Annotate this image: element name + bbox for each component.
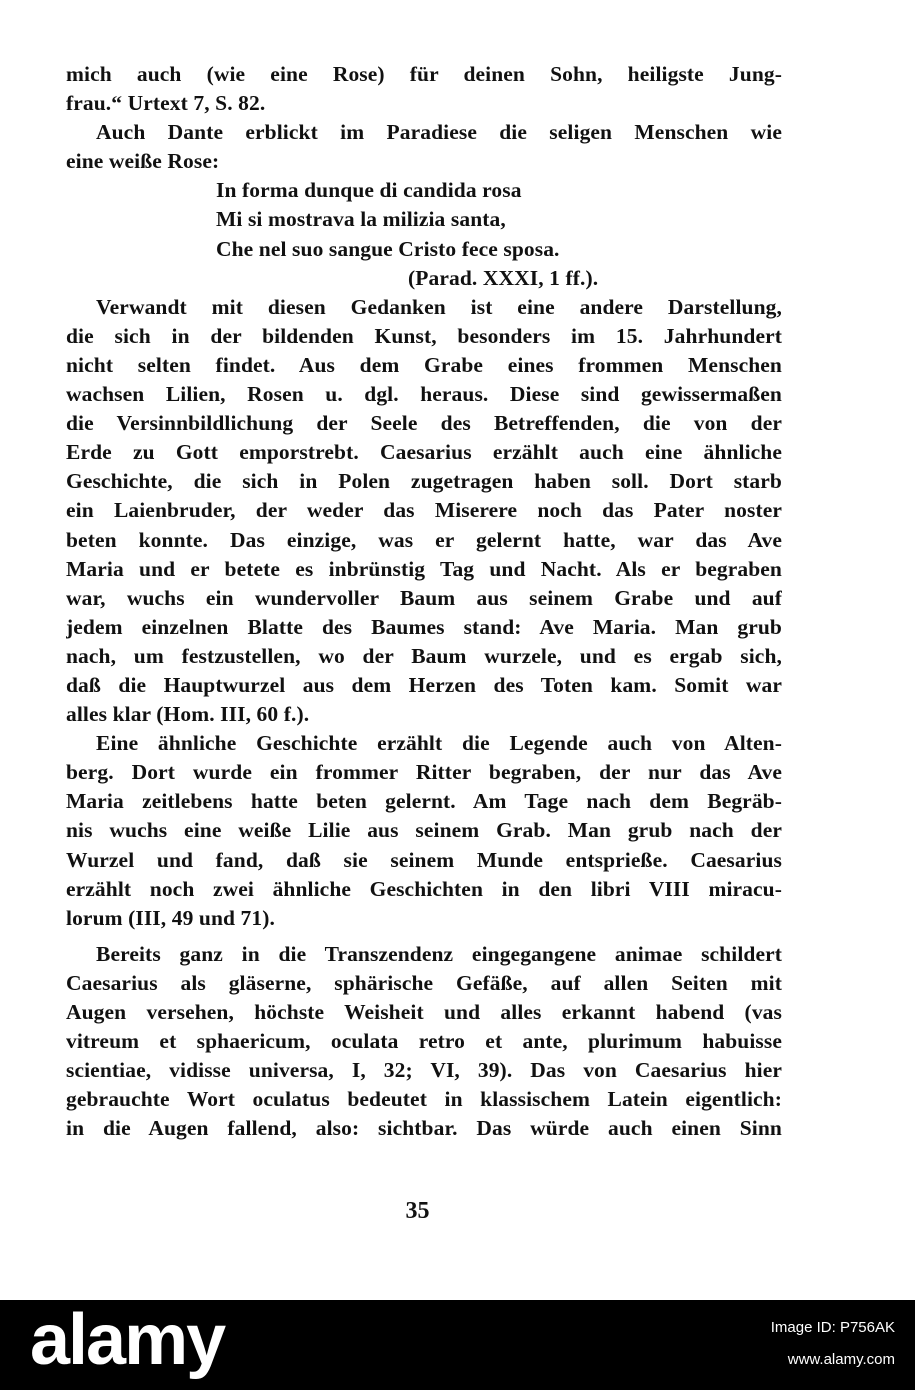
text-line: Erde zu Gott emporstrebt. Caesarius erzählt auch eine ähnliche [66, 440, 782, 465]
text-line: In forma dunque di candida rosa [216, 178, 522, 203]
text-line: lorum (III, 49 und 71). [66, 905, 275, 930]
body-text [66, 60, 782, 1143]
text-line: Maria zeitlebens hatte beten gelernt. Am Tage nach dem Begräb- [66, 789, 782, 814]
text-line: Maria und er betete es inbrünstig Tag und Nacht. Als er begraben [66, 556, 782, 581]
text-line: nicht selten findet. Aus dem Grabe eines frommen Menschen [66, 352, 782, 377]
text-line: scientiae, vidisse universa, I, 32; VI, 39). Das von Caesarius hier [66, 1058, 782, 1083]
text-line: berg. Dort wurde ein frommer Ritter begraben, der nur das Ave [66, 760, 782, 785]
image-id-label: Image ID: P756AK [770, 1319, 895, 1336]
text-line: Bereits ganz in die Transzendenz eingegangene animae schildert [96, 941, 782, 966]
text-line: ein Laienbruder, der weder das Miserere noch das Pater noster [66, 498, 782, 523]
text-line: gebrauchte Wort oculatus bedeutet in klassischem Latein eigentlich: [66, 1087, 782, 1112]
text-line: nach, um festzustellen, wo der Baum wurzele, und es ergab sich, [66, 643, 782, 668]
text-line: Eine ähnliche Geschichte erzählt die Legende auch von Alten- [96, 731, 782, 756]
text-line: frau.“ Urtext 7, S. 82. [66, 91, 266, 116]
text-line: Wurzel und fand, daß sie seinem Munde entsprieße. Caesarius [66, 847, 782, 872]
text-line: vitreum et sphaericum, oculata retro et ante, plurimum habuisse [66, 1029, 782, 1054]
text-line: in die Augen fallend, also: sichtbar. Das würde auch einen Sinn [66, 1116, 782, 1141]
text-line: die sich in der bildenden Kunst, besonders im 15. Jahrhundert [66, 323, 782, 348]
text-line: nis wuchs eine weiße Lilie aus seinem Grab. Man grub nach der [66, 818, 782, 843]
text-line: beten konnte. Das einzige, was er gelernt hatte, war das Ave [66, 527, 782, 552]
text-line: daß die Hauptwurzel aus dem Herzen des Toten kam. Somit war [66, 672, 782, 697]
text-line: jedem einzelnen Blatte des Baumes stand: Ave Maria. Man grub [66, 614, 782, 639]
text-line: Mi si mostrava la milizia santa, [216, 207, 506, 232]
text-line: erzählt noch zwei ähnliche Geschichten in den libri VIII miracu- [66, 876, 782, 901]
text-line: (Parad. XXXI, 1 ff.). [408, 265, 599, 290]
text-line: eine weiße Rose: [66, 149, 220, 174]
text-line: war, wuchs ein wundervoller Baum aus seinem Grabe und auf [66, 585, 782, 610]
text-line: Augen versehen, höchste Weisheit und alles erkannt habend (vas [66, 1000, 782, 1024]
site-url: www.alamy.com [787, 1351, 895, 1368]
paragraph-gap [66, 933, 782, 940]
text-line: Caesarius als gläserne, sphärische Gefäße, auf allen Seiten mit [66, 970, 782, 995]
text-line: alles klar (Hom. III, 60 f.). [66, 702, 310, 727]
page-number: 35 [405, 1198, 430, 1224]
text-line: Auch Dante erblickt im Paradiese die seligen Menschen wie [96, 120, 782, 145]
text-line: Verwandt mit diesen Gedanken ist eine andere Darstellung, [96, 294, 782, 319]
text-line: Geschichte, die sich in Polen zugetragen haben soll. Dort starb [66, 469, 782, 494]
text-line: die Versinnbildlichung der Seele des Betreffenden, die von der [66, 411, 782, 436]
text-line: wachsen Lilien, Rosen u. dgl. heraus. Diese sind gewissermaßen [66, 382, 782, 407]
text-line: Che nel suo sangue Cristo fece sposa. [216, 236, 560, 261]
alamy-logo: alamy [30, 1300, 225, 1380]
text-line: mich auch (wie eine Rose) für deinen Sohn, heiligste Jung- [66, 62, 782, 86]
